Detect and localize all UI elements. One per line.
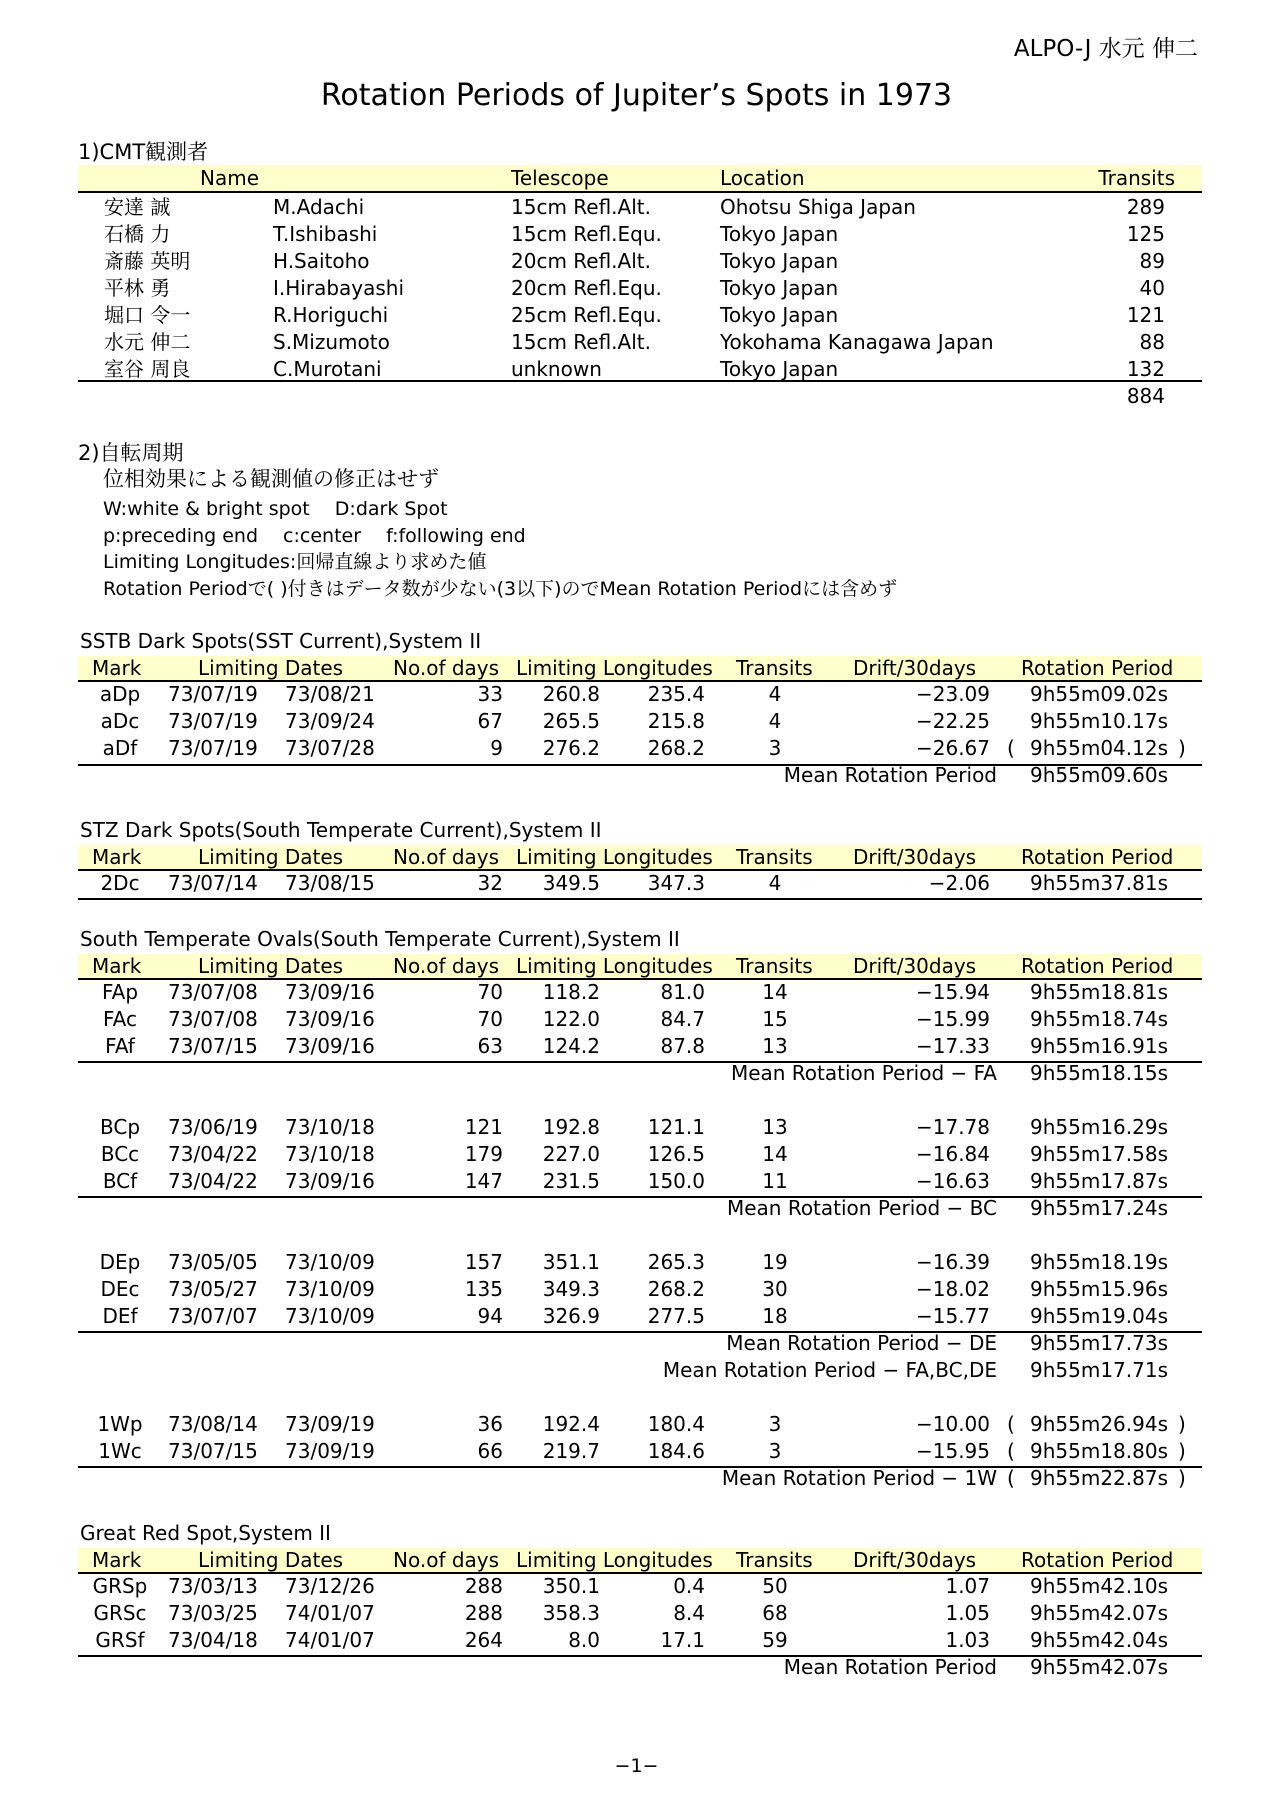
stz-title: STZ Dark Spots(South Temperate Current),System II [80, 818, 602, 842]
row-end-date: 73/09/19 [285, 1412, 375, 1436]
de-mean-label: Mean Rotation Period − DE [726, 1331, 997, 1355]
paren-close: ) [1178, 1466, 1186, 1490]
header-no-of-days: No.of days [393, 845, 500, 869]
header-mark: Mark [92, 1548, 142, 1572]
row-start-date: 73/03/25 [168, 1601, 258, 1625]
row-transits: 3 [768, 1439, 782, 1463]
observer-telescope: 20cm Refl.Equ. [511, 276, 662, 300]
header-mark: Mark [92, 954, 142, 978]
row-transits: 15 [762, 1007, 788, 1031]
row-longitude-end: 215.8 [647, 709, 705, 733]
paren-close: ) [1178, 736, 1186, 760]
header-limiting-longitudes: Limiting Longitudes [516, 656, 713, 680]
row-mark: aDf [102, 736, 138, 760]
row-mark: DEc [100, 1277, 140, 1301]
row-rotation-period: 9h55m26.94s [1030, 1412, 1169, 1436]
sstb-title: SSTB Dark Spots(SST Current),System II [80, 629, 482, 653]
row-longitude-start: 219.7 [542, 1439, 600, 1463]
header-no-of-days: No.of days [393, 1548, 500, 1572]
row-end-date: 73/10/18 [285, 1115, 375, 1139]
row-longitude-end: 235.4 [647, 682, 705, 706]
row-transits: 30 [762, 1277, 788, 1301]
header-mark: Mark [92, 845, 142, 869]
row-end-date: 73/09/24 [285, 709, 375, 733]
row-transits: 4 [768, 871, 782, 895]
header-rotation-period: Rotation Period [1021, 1548, 1174, 1572]
observer-jp-name: 平林 勇 [104, 276, 171, 300]
observer-transits: 88 [1139, 330, 1165, 354]
paren-open: ( [1007, 736, 1015, 760]
row-rotation-period: 9h55m16.29s [1030, 1115, 1169, 1139]
row-end-date: 74/01/07 [285, 1628, 375, 1652]
row-transits: 13 [762, 1034, 788, 1058]
row-days: 36 [477, 1412, 503, 1436]
row-transits: 11 [762, 1169, 788, 1193]
row-drift: −18.02 [915, 1277, 990, 1301]
sstb-mean-label: Mean Rotation Period [783, 763, 997, 787]
observer-location: Ohotsu Shiga Japan [720, 195, 916, 219]
observers-header [78, 165, 1202, 193]
observer-transits: 125 [1126, 222, 1165, 246]
row-end-date: 73/08/15 [285, 871, 375, 895]
w-mean-value: 9h55m22.87s [1030, 1466, 1169, 1490]
row-days: 9 [490, 736, 503, 760]
row-rotation-period: 9h55m17.87s [1030, 1169, 1169, 1193]
row-transits: 14 [762, 1142, 788, 1166]
row-rotation-period: 9h55m42.10s [1030, 1574, 1169, 1598]
note-position: p:preceding end c:center f:following end [103, 525, 526, 547]
row-days: 147 [464, 1169, 503, 1193]
w-mean-label: Mean Rotation Period − 1W [721, 1466, 997, 1490]
row-drift: −15.99 [915, 1007, 990, 1031]
row-longitude-start: 351.1 [542, 1250, 600, 1274]
row-transits: 19 [762, 1250, 788, 1274]
row-drift: 1.07 [945, 1574, 990, 1598]
row-start-date: 73/04/22 [168, 1169, 258, 1193]
row-days: 67 [477, 709, 503, 733]
fa-mean-label: Mean Rotation Period − FA [730, 1061, 997, 1085]
grs-mean-value: 9h55m42.07s [1030, 1655, 1169, 1679]
row-longitude-end: 84.7 [660, 1007, 705, 1031]
observer-jp-name: 堀口 令一 [104, 303, 191, 327]
row-drift: −15.77 [915, 1304, 990, 1328]
row-longitude-start: 124.2 [542, 1034, 600, 1058]
row-days: 33 [477, 682, 503, 706]
observer-transits: 89 [1139, 249, 1165, 273]
row-rotation-period: 9h55m18.19s [1030, 1250, 1169, 1274]
row-start-date: 73/08/14 [168, 1412, 258, 1436]
row-end-date: 73/09/16 [285, 1007, 375, 1031]
observer-transits: 132 [1126, 357, 1165, 381]
stz-bottom-rule [78, 898, 1202, 900]
header-limiting-dates: Limiting Dates [198, 656, 344, 680]
paren-open: ( [1007, 1439, 1015, 1463]
row-longitude-start: 349.3 [542, 1277, 600, 1301]
observer-name: I.Hirabayashi [273, 276, 405, 300]
header-rotation-period: Rotation Period [1021, 954, 1174, 978]
header-rotation-period: Rotation Period [1021, 845, 1174, 869]
row-start-date: 73/05/27 [168, 1277, 258, 1301]
row-start-date: 73/03/13 [168, 1574, 258, 1598]
row-longitude-end: 277.5 [647, 1304, 705, 1328]
row-longitude-start: 349.5 [542, 871, 600, 895]
header-mark: Mark [92, 656, 142, 680]
row-longitude-end: 87.8 [660, 1034, 705, 1058]
row-rotation-period: 9h55m17.58s [1030, 1142, 1169, 1166]
row-longitude-end: 150.0 [647, 1169, 705, 1193]
observer-location: Tokyo Japan [720, 222, 839, 246]
row-longitude-start: 276.2 [542, 736, 600, 760]
grs-mean-label: Mean Rotation Period [783, 1655, 997, 1679]
row-days: 70 [477, 1007, 503, 1031]
row-start-date: 73/07/19 [168, 736, 258, 760]
row-mark: GRSf [95, 1628, 145, 1652]
row-days: 66 [477, 1439, 503, 1463]
row-transits: 4 [768, 682, 782, 706]
section-observers-label: 1)CMT観測者 [78, 140, 209, 164]
note-longitudes: Limiting Longitudes:回帰直線より求めた値 [103, 551, 487, 573]
row-longitude-start: 326.9 [542, 1304, 600, 1328]
row-longitude-start: 8.0 [568, 1628, 600, 1652]
row-rotation-period: 9h55m18.80s [1030, 1439, 1169, 1463]
observer-name: M.Adachi [273, 195, 365, 219]
row-start-date: 73/07/15 [168, 1439, 258, 1463]
row-end-date: 73/09/16 [285, 980, 375, 1004]
note-phase: 位相効果による観測値の修正はせず [103, 467, 439, 491]
row-days: 288 [464, 1601, 503, 1625]
row-drift: −16.63 [915, 1169, 990, 1193]
row-mark: 1Wp [97, 1412, 143, 1436]
row-mark: GRSc [93, 1601, 147, 1625]
row-start-date: 73/05/05 [168, 1250, 258, 1274]
row-start-date: 73/07/14 [168, 871, 258, 895]
row-drift: 1.05 [945, 1601, 990, 1625]
note-spot-types: W:white & bright spot D:dark Spot [103, 498, 448, 520]
sto-header [78, 954, 1202, 980]
row-start-date: 73/06/19 [168, 1115, 258, 1139]
row-mark: FAc [103, 1007, 137, 1031]
row-transits: 59 [762, 1628, 788, 1652]
row-end-date: 73/09/19 [285, 1439, 375, 1463]
row-days: 157 [464, 1250, 503, 1274]
page-number: −1− [614, 1755, 659, 1777]
row-longitude-end: 0.4 [673, 1574, 705, 1598]
observer-location: Yokohama Kanagawa Japan [720, 330, 994, 354]
row-transits: 4 [768, 709, 782, 733]
header-drift: Drift/30days [853, 954, 977, 978]
row-longitude-start: 192.4 [542, 1412, 600, 1436]
row-end-date: 73/09/16 [285, 1034, 375, 1058]
row-end-date: 74/01/07 [285, 1601, 375, 1625]
row-rotation-period: 9h55m42.07s [1030, 1601, 1169, 1625]
header-limiting-dates: Limiting Dates [198, 954, 344, 978]
row-longitude-end: 126.5 [647, 1142, 705, 1166]
row-drift: −26.67 [915, 736, 990, 760]
all-mean-label: Mean Rotation Period − FA,BC,DE [662, 1358, 997, 1382]
observer-name: C.Murotani [273, 357, 382, 381]
row-days: 32 [477, 871, 503, 895]
de-mean-value: 9h55m17.73s [1030, 1331, 1169, 1355]
row-start-date: 73/07/08 [168, 980, 258, 1004]
row-start-date: 73/04/18 [168, 1628, 258, 1652]
row-longitude-start: 350.1 [542, 1574, 600, 1598]
header-transits: Transits [736, 1548, 813, 1572]
header-limiting-dates: Limiting Dates [198, 1548, 344, 1572]
row-longitude-end: 347.3 [647, 871, 705, 895]
row-drift: −17.78 [915, 1115, 990, 1139]
row-longitude-start: 192.8 [542, 1115, 600, 1139]
observer-jp-name: 水元 伸二 [104, 330, 191, 354]
row-mark: FAf [105, 1034, 135, 1058]
row-longitude-end: 17.1 [660, 1628, 705, 1652]
row-transits: 13 [762, 1115, 788, 1139]
observer-transits: 40 [1139, 276, 1165, 300]
row-rotation-period: 9h55m09.02s [1030, 682, 1169, 706]
col-transits: Transits [1098, 166, 1175, 190]
grs-title: Great Red Spot,System II [80, 1521, 331, 1545]
row-mark: aDc [100, 709, 140, 733]
row-mark: BCp [99, 1115, 141, 1139]
all-mean-value: 9h55m17.71s [1030, 1358, 1169, 1382]
sstb-mean-value: 9h55m09.60s [1030, 763, 1169, 787]
row-longitude-end: 180.4 [647, 1412, 705, 1436]
row-transits: 18 [762, 1304, 788, 1328]
observer-name: S.Mizumoto [273, 330, 390, 354]
row-days: 63 [477, 1034, 503, 1058]
row-mark: BCc [100, 1142, 140, 1166]
row-mark: GRSp [92, 1574, 148, 1598]
row-longitude-start: 122.0 [542, 1007, 600, 1031]
observer-telescope: 20cm Refl.Alt. [511, 249, 651, 273]
observer-name: R.Horiguchi [273, 303, 389, 327]
header-limiting-longitudes: Limiting Longitudes [516, 1548, 713, 1572]
header-no-of-days: No.of days [393, 954, 500, 978]
header-drift: Drift/30days [853, 1548, 977, 1572]
row-mark: FAp [101, 980, 139, 1004]
observer-jp-name: 安達 誠 [104, 195, 171, 219]
row-drift: −15.94 [915, 980, 990, 1004]
row-start-date: 73/04/22 [168, 1142, 258, 1166]
row-mark: DEf [102, 1304, 138, 1328]
header-limiting-longitudes: Limiting Longitudes [516, 845, 713, 869]
row-transits: 68 [762, 1601, 788, 1625]
observer-location: Tokyo Japan [720, 276, 839, 300]
row-start-date: 73/07/07 [168, 1304, 258, 1328]
row-drift: 1.03 [945, 1628, 990, 1652]
observer-jp-name: 斎藤 英明 [104, 249, 191, 273]
row-rotation-period: 9h55m18.81s [1030, 980, 1169, 1004]
paren-open: ( [1007, 1466, 1015, 1490]
row-rotation-period: 9h55m15.96s [1030, 1277, 1169, 1301]
col-name: Name [200, 166, 260, 190]
observer-location: Tokyo Japan [720, 303, 839, 327]
header-drift: Drift/30days [853, 656, 977, 680]
row-drift: −2.06 [928, 871, 990, 895]
row-mark: DEp [99, 1250, 141, 1274]
row-start-date: 73/07/19 [168, 682, 258, 706]
observer-location: Tokyo Japan [720, 357, 839, 381]
observers-total: 884 [1126, 384, 1165, 408]
row-longitude-start: 231.5 [542, 1169, 600, 1193]
observer-telescope: 15cm Refl.Alt. [511, 195, 651, 219]
row-transits: 3 [768, 1412, 782, 1436]
page-title: Rotation Periods of Jupiter’s Spots in 1973 [320, 78, 953, 113]
row-longitude-start: 358.3 [542, 1601, 600, 1625]
row-drift: −22.25 [915, 709, 990, 733]
header-limiting-longitudes: Limiting Longitudes [516, 954, 713, 978]
row-rotation-period: 9h55m04.12s [1030, 736, 1169, 760]
observer-jp-name: 室谷 周良 [104, 357, 191, 381]
paren-open: ( [1007, 1412, 1015, 1436]
row-days: 264 [464, 1628, 503, 1652]
row-drift: −16.39 [915, 1250, 990, 1274]
observer-telescope: 15cm Refl.Equ. [511, 222, 662, 246]
header-transits: Transits [736, 954, 813, 978]
row-mark: BCf [102, 1169, 138, 1193]
row-end-date: 73/10/09 [285, 1277, 375, 1301]
row-end-date: 73/10/09 [285, 1250, 375, 1274]
observer-transits: 121 [1126, 303, 1165, 327]
row-end-date: 73/09/16 [285, 1169, 375, 1193]
row-rotation-period: 9h55m37.81s [1030, 871, 1169, 895]
bc-mean-label: Mean Rotation Period − BC [726, 1196, 997, 1220]
stz-header [78, 845, 1202, 871]
paren-close: ) [1178, 1412, 1186, 1436]
sstb-header [78, 656, 1202, 682]
row-longitude-start: 227.0 [542, 1142, 600, 1166]
row-rotation-period: 9h55m19.04s [1030, 1304, 1169, 1328]
row-start-date: 73/07/15 [168, 1034, 258, 1058]
observer-transits: 289 [1126, 195, 1165, 219]
row-longitude-end: 268.2 [647, 736, 705, 760]
row-longitude-end: 8.4 [673, 1601, 705, 1625]
row-longitude-start: 260.8 [542, 682, 600, 706]
row-longitude-start: 118.2 [542, 980, 600, 1004]
row-start-date: 73/07/19 [168, 709, 258, 733]
observer-telescope: 25cm Refl.Equ. [511, 303, 662, 327]
row-days: 288 [464, 1574, 503, 1598]
observer-name: H.Saitoho [273, 249, 370, 273]
row-drift: −15.95 [915, 1439, 990, 1463]
col-location: Location [720, 166, 805, 190]
row-longitude-end: 81.0 [660, 980, 705, 1004]
row-rotation-period: 9h55m42.04s [1030, 1628, 1169, 1652]
row-longitude-end: 184.6 [647, 1439, 705, 1463]
row-days: 121 [464, 1115, 503, 1139]
row-rotation-period: 9h55m18.74s [1030, 1007, 1169, 1031]
header-transits: Transits [736, 845, 813, 869]
row-mark: 2Dc [100, 871, 140, 895]
section-rotation-label: 2)自転周期 [78, 441, 184, 465]
row-drift: −16.84 [915, 1142, 990, 1166]
observer-location: Tokyo Japan [720, 249, 839, 273]
header-rotation-period: Rotation Period [1021, 656, 1174, 680]
row-transits: 50 [762, 1574, 788, 1598]
author-label: ALPO-J 水元 伸二 [1013, 36, 1198, 62]
row-rotation-period: 9h55m16.91s [1030, 1034, 1169, 1058]
note-parentheses: Rotation Periodで( )付きはデータ数が少ない(3以下)のでMean Rotation Periodには含めず [103, 578, 898, 600]
row-rotation-period: 9h55m10.17s [1030, 709, 1169, 733]
row-days: 94 [477, 1304, 503, 1328]
observer-telescope: unknown [511, 357, 602, 381]
observer-jp-name: 石橋 力 [104, 222, 171, 246]
row-drift: −17.33 [915, 1034, 990, 1058]
bc-mean-value: 9h55m17.24s [1030, 1196, 1169, 1220]
row-end-date: 73/07/28 [285, 736, 375, 760]
row-longitude-end: 265.3 [647, 1250, 705, 1274]
col-telescope: Telescope [511, 166, 609, 190]
header-no-of-days: No.of days [393, 656, 500, 680]
row-start-date: 73/07/08 [168, 1007, 258, 1031]
header-transits: Transits [736, 656, 813, 680]
observer-name: T.Ishibashi [273, 222, 378, 246]
row-end-date: 73/12/26 [285, 1574, 375, 1598]
observer-telescope: 15cm Refl.Alt. [511, 330, 651, 354]
row-longitude-end: 268.2 [647, 1277, 705, 1301]
row-drift: −23.09 [915, 682, 990, 706]
row-longitude-start: 265.5 [542, 709, 600, 733]
grs-header [78, 1548, 1202, 1574]
row-mark: 1Wc [98, 1439, 142, 1463]
row-transits: 3 [768, 736, 782, 760]
row-end-date: 73/10/18 [285, 1142, 375, 1166]
row-drift: −10.00 [915, 1412, 990, 1436]
row-end-date: 73/08/21 [285, 682, 375, 706]
row-longitude-end: 121.1 [647, 1115, 705, 1139]
row-mark: aDp [99, 682, 141, 706]
sto-title: South Temperate Ovals(South Temperate Current),System II [80, 927, 680, 951]
row-end-date: 73/10/09 [285, 1304, 375, 1328]
row-days: 179 [464, 1142, 503, 1166]
observers-bottom-rule [78, 380, 1202, 382]
header-drift: Drift/30days [853, 845, 977, 869]
row-days: 135 [464, 1277, 503, 1301]
row-days: 70 [477, 980, 503, 1004]
paren-close: ) [1178, 1439, 1186, 1463]
fa-mean-value: 9h55m18.15s [1030, 1061, 1169, 1085]
header-limiting-dates: Limiting Dates [198, 845, 344, 869]
row-transits: 14 [762, 980, 788, 1004]
